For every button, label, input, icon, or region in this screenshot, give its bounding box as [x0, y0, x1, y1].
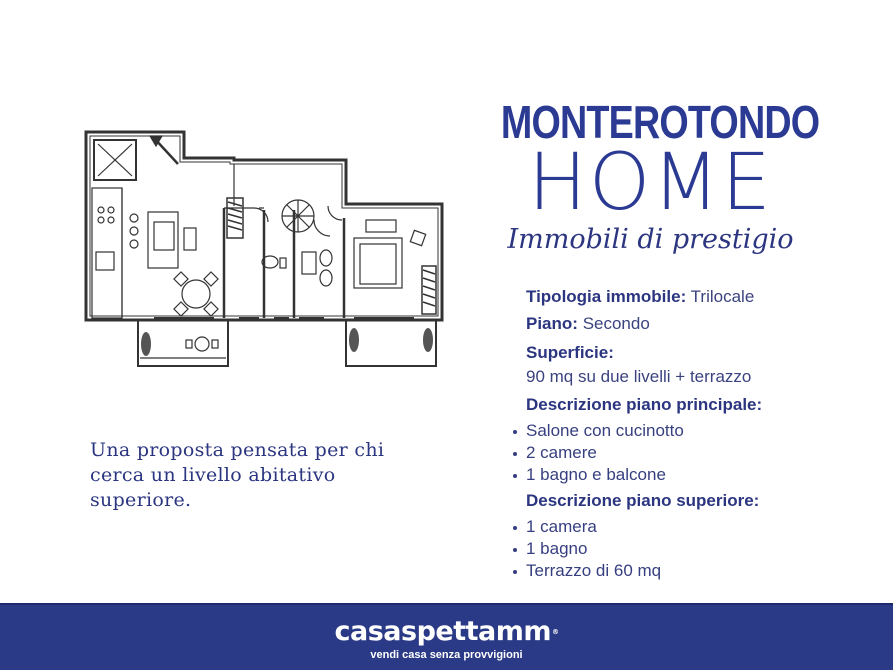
list-item: 1 bagno e balcone [510, 464, 850, 486]
brand-tagline: Immobili di prestigio [507, 224, 794, 255]
area-value [510, 365, 850, 389]
list-item: 1 bagno [510, 538, 850, 560]
area-label-text: Superficie: [526, 343, 614, 362]
casaspettamm-logo[interactable] [0, 617, 893, 647]
upper-floor-list [510, 516, 850, 582]
brand-title-top: MONTEROTONDO [500, 96, 820, 148]
main-floor-list [510, 420, 850, 486]
typology-label: Tipologia immobile: [526, 287, 687, 306]
footer-banner [0, 603, 893, 670]
floor-plan-drawing [84, 128, 454, 373]
floor-value: Secondo [582, 314, 650, 333]
registered-mark-icon: ® [552, 628, 559, 636]
floor-row [510, 312, 850, 336]
area-value-text: 90 mq su due livelli + terrazzo [526, 367, 752, 386]
main-floor-heading: Descrizione piano principale: [526, 395, 763, 414]
brand-logo [468, 96, 833, 255]
brand-title-main: HOME [528, 138, 773, 228]
floor-plan [84, 128, 454, 373]
typology-value: Trilocale [690, 287, 755, 306]
property-details [510, 285, 850, 582]
upper-floor-heading: Descrizione piano superiore: [526, 491, 760, 510]
logo-text: casaspettamm [334, 616, 552, 647]
typology-row [510, 285, 850, 309]
pitch-text: Una proposta pensata per chi cerca un livello abitativo superiore. [90, 439, 385, 511]
footer-slogan: vendi casa senza provvigioni [370, 649, 523, 661]
list-item: Terrazzo di 60 mq [510, 560, 850, 582]
list-item: Salone con cucinotto [510, 420, 850, 442]
list-item: 2 camere [510, 442, 850, 464]
list-item: 1 camera [510, 516, 850, 538]
area-label [510, 341, 850, 365]
floor-label: Piano: [526, 314, 578, 333]
